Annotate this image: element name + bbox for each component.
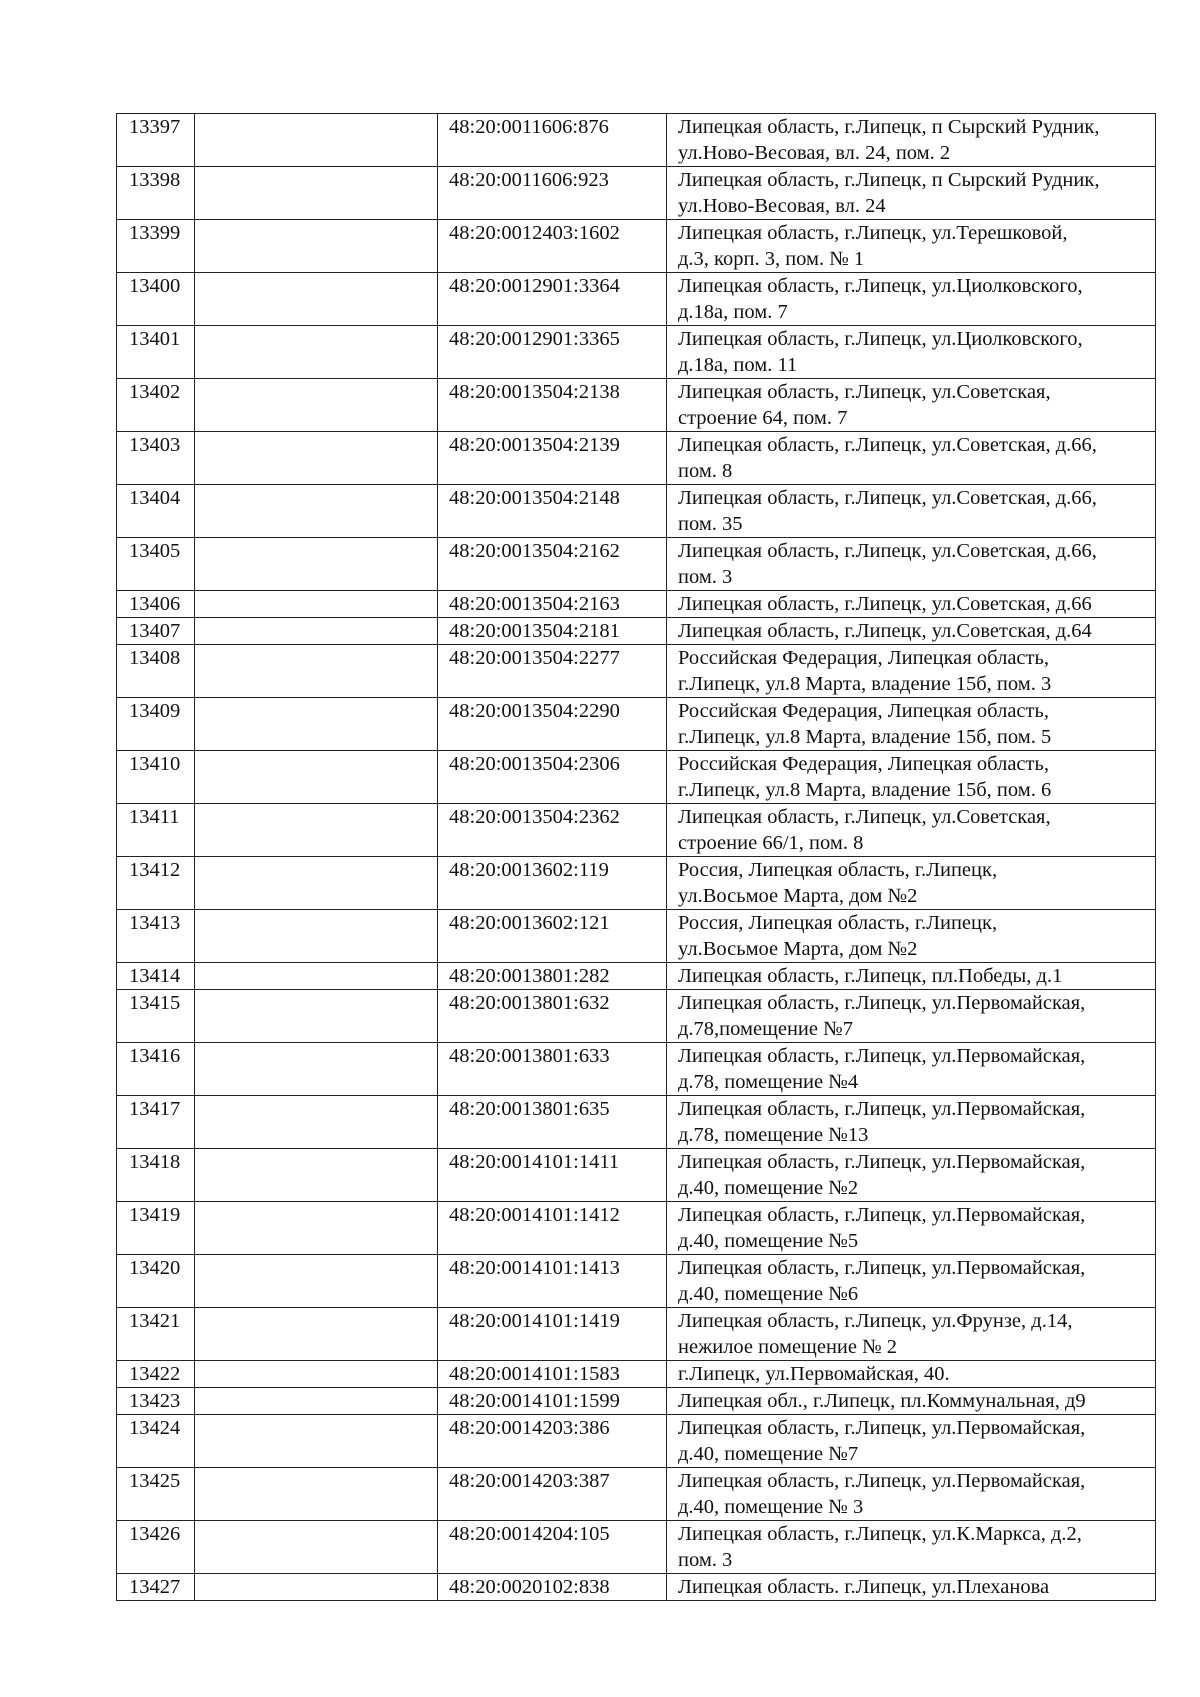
cadastral-number-cell: 48:20:0013602:119 — [438, 857, 667, 910]
empty-cell — [195, 379, 438, 432]
cadastral-number-cell: 48:20:0013801:282 — [438, 963, 667, 990]
address-cell — [667, 273, 1156, 326]
cadastral-number-cell: 48:20:0013504:2306 — [438, 751, 667, 804]
address-line: пом. 8 — [678, 460, 733, 482]
address-cell — [667, 963, 1156, 990]
address-line: д.3, корп. 3, пом. № 1 — [678, 248, 865, 270]
empty-cell — [195, 1149, 438, 1202]
cadastral-number-cell: 48:20:0013801:633 — [438, 1043, 667, 1096]
address-line: ул.Восьмое Марта, дом №2 — [678, 885, 918, 907]
row-number-cell: 13400 — [117, 273, 195, 326]
table-row — [117, 698, 1156, 751]
address-line: Липецкая обл., г.Липецк, пл.Коммунальная, д9 — [678, 1390, 1086, 1412]
address-cell — [667, 1149, 1156, 1202]
table-row — [117, 963, 1156, 990]
address-cell — [667, 432, 1156, 485]
address-cell — [667, 485, 1156, 538]
row-number-cell: 13415 — [117, 990, 195, 1043]
empty-cell — [195, 591, 438, 618]
cadastral-number-cell: 48:20:0013504:2163 — [438, 591, 667, 618]
address-line: г.Липецк, ул.8 Марта, владение 15б, пом. 3 — [678, 673, 1052, 695]
cadastral-number-cell: 48:20:0013504:2362 — [438, 804, 667, 857]
row-number-cell: 13421 — [117, 1308, 195, 1361]
cadastral-number-cell: 48:20:0014101:1413 — [438, 1255, 667, 1308]
address-cell — [667, 1388, 1156, 1415]
table-row — [117, 114, 1156, 167]
address-cell — [667, 220, 1156, 273]
empty-cell — [195, 432, 438, 485]
cadastral-number-cell: 48:20:0014101:1419 — [438, 1308, 667, 1361]
cadastral-number-cell: 48:20:0013504:2162 — [438, 538, 667, 591]
registry-table — [116, 113, 1156, 1601]
address-cell — [667, 1043, 1156, 1096]
address-line: Липецкая область, г.Липецк, ул.Первомайская, — [678, 1151, 1086, 1173]
table-row — [117, 379, 1156, 432]
table-row — [117, 857, 1156, 910]
table-row — [117, 432, 1156, 485]
table-row — [117, 910, 1156, 963]
address-cell — [667, 167, 1156, 220]
address-cell — [667, 1202, 1156, 1255]
empty-cell — [195, 910, 438, 963]
address-cell — [667, 1308, 1156, 1361]
address-cell — [667, 1096, 1156, 1149]
address-line: Липецкая область, г.Липецк, ул.Первомайская, — [678, 1417, 1086, 1439]
row-number-cell: 13405 — [117, 538, 195, 591]
cadastral-number-cell: 48:20:0014101:1412 — [438, 1202, 667, 1255]
address-cell — [667, 1468, 1156, 1521]
address-line: Липецкая область, г.Липецк, ул.Первомайская, — [678, 1204, 1086, 1226]
table-row — [117, 1574, 1156, 1601]
address-line: Липецкая область, г.Липецк, ул.Первомайская, — [678, 1045, 1086, 1067]
address-line: Липецкая область, г.Липецк, ул.Циолковского, — [678, 328, 1083, 350]
address-line: Российская Федерация, Липецкая область, — [678, 700, 1049, 722]
address-line: Липецкая область, г.Липецк, ул.К.Маркса, д.2, — [678, 1523, 1082, 1545]
address-line: Липецкая область, г.Липецк, ул.Советская, — [678, 806, 1051, 828]
table-row — [117, 485, 1156, 538]
cadastral-number-cell: 48:20:0014101:1599 — [438, 1388, 667, 1415]
table-row — [117, 990, 1156, 1043]
empty-cell — [195, 485, 438, 538]
address-line: Россия, Липецкая область, г.Липецк, — [678, 859, 998, 881]
address-line: Российская Федерация, Липецкая область, — [678, 647, 1049, 669]
empty-cell — [195, 1202, 438, 1255]
address-line: строение 66/1, пом. 8 — [678, 832, 864, 854]
address-line: Липецкая область, г.Липецк, ул.Первомайская, — [678, 992, 1086, 1014]
empty-cell — [195, 1361, 438, 1388]
address-line: Липецкая область, г.Липецк, ул.Советская, д.66, — [678, 540, 1097, 562]
address-cell — [667, 857, 1156, 910]
address-line: д.18а, пом. 11 — [678, 354, 798, 376]
empty-cell — [195, 220, 438, 273]
address-line: Липецкая область, г.Липецк, ул.Терешковой, — [678, 222, 1068, 244]
cadastral-number-cell: 48:20:0014101:1583 — [438, 1361, 667, 1388]
empty-cell — [195, 804, 438, 857]
address-line: ул.Восьмое Марта, дом №2 — [678, 938, 918, 960]
empty-cell — [195, 1574, 438, 1601]
cadastral-number-cell: 48:20:0014203:386 — [438, 1415, 667, 1468]
table-row — [117, 1202, 1156, 1255]
address-cell — [667, 1255, 1156, 1308]
address-line: Липецкая область, г.Липецк, ул.Советская, д.64 — [678, 620, 1092, 642]
table-row — [117, 538, 1156, 591]
address-line: Липецкая область, г.Липецк, ул.Первомайская, — [678, 1257, 1086, 1279]
address-line: Липецкая область, г.Липецк, ул.Советская, д.66, — [678, 434, 1097, 456]
table-row — [117, 326, 1156, 379]
cadastral-number-cell: 48:20:0013504:2277 — [438, 645, 667, 698]
address-cell — [667, 591, 1156, 618]
row-number-cell: 13414 — [117, 963, 195, 990]
row-number-cell: 13422 — [117, 1361, 195, 1388]
row-number-cell: 13425 — [117, 1468, 195, 1521]
address-line: Липецкая область, г.Липецк, ул.Советская, — [678, 381, 1051, 403]
row-number-cell: 13410 — [117, 751, 195, 804]
empty-cell — [195, 114, 438, 167]
row-number-cell: 13404 — [117, 485, 195, 538]
cadastral-number-cell: 48:20:0013801:635 — [438, 1096, 667, 1149]
address-cell — [667, 618, 1156, 645]
table-row — [117, 1043, 1156, 1096]
cadastral-number-cell: 48:20:0014204:105 — [438, 1521, 667, 1574]
address-cell — [667, 1415, 1156, 1468]
address-line: Липецкая область, г.Липецк, ул.Советская, д.66 — [678, 593, 1092, 615]
empty-cell — [195, 857, 438, 910]
address-cell — [667, 538, 1156, 591]
registry-table-body — [117, 114, 1156, 1601]
row-number-cell: 13401 — [117, 326, 195, 379]
address-line: Липецкая область, г.Липецк, ул.Советская, д.66, — [678, 487, 1097, 509]
empty-cell — [195, 273, 438, 326]
cadastral-number-cell: 48:20:0013504:2181 — [438, 618, 667, 645]
table-row — [117, 1388, 1156, 1415]
cadastral-number-cell: 48:20:0014101:1411 — [438, 1149, 667, 1202]
address-line: г.Липецк, ул.8 Марта, владение 15б, пом. 6 — [678, 779, 1052, 801]
empty-cell — [195, 538, 438, 591]
empty-cell — [195, 326, 438, 379]
empty-cell — [195, 618, 438, 645]
row-number-cell: 13416 — [117, 1043, 195, 1096]
cadastral-number-cell: 48:20:0013801:632 — [438, 990, 667, 1043]
address-cell — [667, 1574, 1156, 1601]
address-cell — [667, 645, 1156, 698]
row-number-cell: 13407 — [117, 618, 195, 645]
row-number-cell: 13419 — [117, 1202, 195, 1255]
row-number-cell: 13397 — [117, 114, 195, 167]
row-number-cell: 13398 — [117, 167, 195, 220]
cadastral-number-cell: 48:20:0012901:3364 — [438, 273, 667, 326]
address-line: Российская Федерация, Липецкая область, — [678, 753, 1049, 775]
table-row — [117, 645, 1156, 698]
address-line: д.40, помещение № 3 — [678, 1496, 864, 1518]
address-line: Липецкая область, г.Липецк, п Сырский Рудник, — [678, 116, 1100, 138]
address-line: д.78,помещение №7 — [678, 1018, 853, 1040]
row-number-cell: 13418 — [117, 1149, 195, 1202]
row-number-cell: 13427 — [117, 1574, 195, 1601]
cadastral-number-cell: 48:20:0011606:876 — [438, 114, 667, 167]
address-line: Липецкая область. г.Липецк, ул.Плеханова — [678, 1576, 1050, 1598]
row-number-cell: 13399 — [117, 220, 195, 273]
row-number-cell: 13417 — [117, 1096, 195, 1149]
row-number-cell: 13403 — [117, 432, 195, 485]
row-number-cell: 13411 — [117, 804, 195, 857]
address-cell — [667, 990, 1156, 1043]
address-line: д.40, помещение №5 — [678, 1230, 859, 1252]
address-line: строение 64, пом. 7 — [678, 407, 848, 429]
empty-cell — [195, 963, 438, 990]
table-row — [117, 1149, 1156, 1202]
row-number-cell: 13402 — [117, 379, 195, 432]
address-line: Липецкая область, г.Липецк, ул.Первомайская, — [678, 1470, 1086, 1492]
address-cell — [667, 751, 1156, 804]
address-line: пом. 3 — [678, 1549, 733, 1571]
address-line: ул.Ново-Весовая, вл. 24 — [678, 195, 886, 217]
cadastral-number-cell: 48:20:0020102:838 — [438, 1574, 667, 1601]
cadastral-number-cell: 48:20:0013504:2138 — [438, 379, 667, 432]
address-cell — [667, 114, 1156, 167]
table-row — [117, 167, 1156, 220]
row-number-cell: 13424 — [117, 1415, 195, 1468]
table-row — [117, 1415, 1156, 1468]
table-row — [117, 1521, 1156, 1574]
address-line: пом. 3 — [678, 566, 733, 588]
address-cell — [667, 379, 1156, 432]
row-number-cell: 13413 — [117, 910, 195, 963]
address-line: нежилое помещение № 2 — [678, 1336, 898, 1358]
address-line: г.Липецк, ул.Первомайская, 40. — [678, 1363, 950, 1385]
row-number-cell: 13406 — [117, 591, 195, 618]
address-line: ул.Ново-Весовая, вл. 24, пом. 2 — [678, 142, 951, 164]
empty-cell — [195, 1255, 438, 1308]
empty-cell — [195, 698, 438, 751]
table-row — [117, 618, 1156, 645]
address-cell — [667, 910, 1156, 963]
address-cell — [667, 1361, 1156, 1388]
empty-cell — [195, 990, 438, 1043]
address-line: д.40, помещение №6 — [678, 1283, 859, 1305]
row-number-cell: 13408 — [117, 645, 195, 698]
empty-cell — [195, 1388, 438, 1415]
cadastral-number-cell: 48:20:0012403:1602 — [438, 220, 667, 273]
empty-cell — [195, 645, 438, 698]
table-row — [117, 1468, 1156, 1521]
table-row — [117, 220, 1156, 273]
empty-cell — [195, 1096, 438, 1149]
address-cell — [667, 698, 1156, 751]
cadastral-number-cell: 48:20:0013602:121 — [438, 910, 667, 963]
empty-cell — [195, 1468, 438, 1521]
address-line: Липецкая область, г.Липецк, пл.Победы, д.1 — [678, 965, 1063, 987]
empty-cell — [195, 1415, 438, 1468]
cadastral-number-cell: 48:20:0013504:2148 — [438, 485, 667, 538]
address-cell — [667, 804, 1156, 857]
table-row — [117, 1361, 1156, 1388]
address-line: Россия, Липецкая область, г.Липецк, — [678, 912, 998, 934]
address-line: д.40, помещение №7 — [678, 1443, 859, 1465]
cadastral-number-cell: 48:20:0011606:923 — [438, 167, 667, 220]
address-cell — [667, 1521, 1156, 1574]
address-line: д.78, помещение №4 — [678, 1071, 859, 1093]
address-cell — [667, 326, 1156, 379]
row-number-cell: 13409 — [117, 698, 195, 751]
table-row — [117, 804, 1156, 857]
empty-cell — [195, 1308, 438, 1361]
empty-cell — [195, 1521, 438, 1574]
address-line: д.78, помещение №13 — [678, 1124, 869, 1146]
table-row — [117, 1096, 1156, 1149]
cadastral-number-cell: 48:20:0014203:387 — [438, 1468, 667, 1521]
table-row — [117, 591, 1156, 618]
row-number-cell: 13412 — [117, 857, 195, 910]
address-line: д.40, помещение №2 — [678, 1177, 859, 1199]
address-line: д.18а, пом. 7 — [678, 301, 788, 323]
address-line: г.Липецк, ул.8 Марта, владение 15б, пом. 5 — [678, 726, 1052, 748]
empty-cell — [195, 1043, 438, 1096]
cadastral-number-cell: 48:20:0013504:2139 — [438, 432, 667, 485]
cadastral-number-cell: 48:20:0012901:3365 — [438, 326, 667, 379]
address-line: Липецкая область, г.Липецк, ул.Первомайская, — [678, 1098, 1086, 1120]
table-row — [117, 1255, 1156, 1308]
address-line: Липецкая область, г.Липецк, ул.Фрунзе, д.14, — [678, 1310, 1073, 1332]
address-line: Липецкая область, г.Липецк, ул.Циолковского, — [678, 275, 1083, 297]
address-line: Липецкая область, г.Липецк, п Сырский Рудник, — [678, 169, 1100, 191]
row-number-cell: 13420 — [117, 1255, 195, 1308]
table-row — [117, 751, 1156, 804]
table-row — [117, 1308, 1156, 1361]
row-number-cell: 13426 — [117, 1521, 195, 1574]
cadastral-number-cell: 48:20:0013504:2290 — [438, 698, 667, 751]
empty-cell — [195, 167, 438, 220]
empty-cell — [195, 751, 438, 804]
row-number-cell: 13423 — [117, 1388, 195, 1415]
address-line: пом. 35 — [678, 513, 743, 535]
table-row — [117, 273, 1156, 326]
